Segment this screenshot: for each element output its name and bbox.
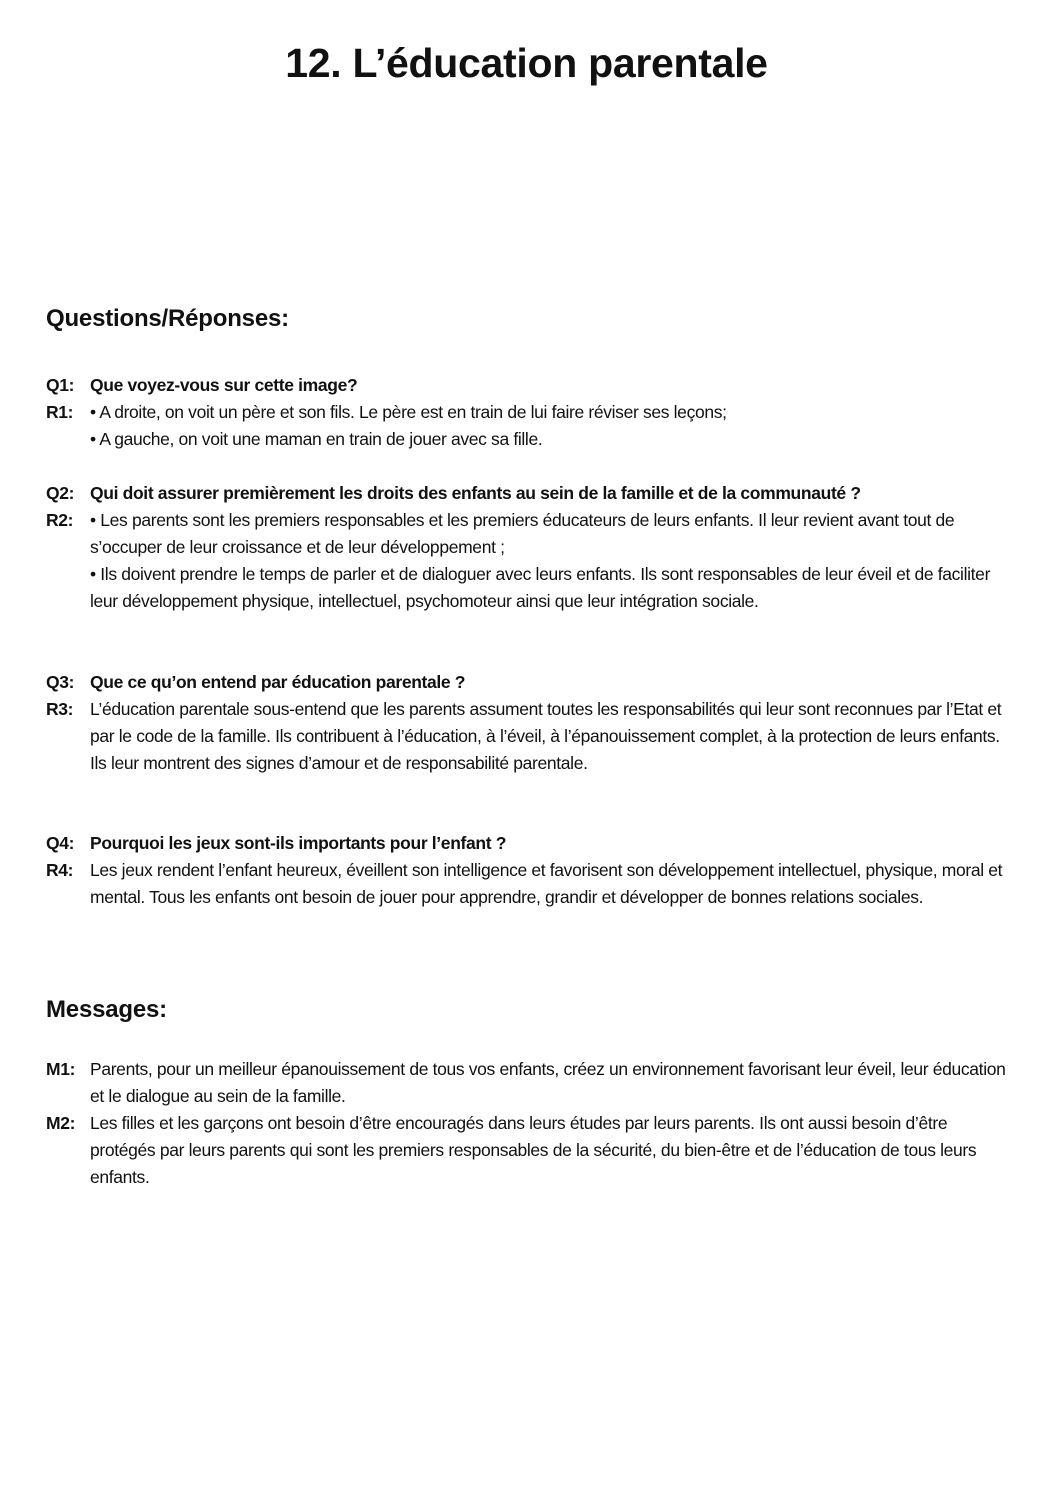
question-row bbox=[46, 372, 1016, 399]
question-text: Pourquoi les jeux sont-ils importants pour l’enfant ? bbox=[90, 833, 507, 853]
response-label: R2: bbox=[46, 510, 74, 530]
message-text: Parents, pour un meilleur épanouissement de tous vos enfants, créez un environnement favorisant leur éveil, leur éducation et le dialogue au sein de la famille. bbox=[90, 1059, 1006, 1106]
message-label: M1: bbox=[46, 1059, 76, 1079]
question-row bbox=[46, 669, 1016, 696]
message-label: M2: bbox=[46, 1113, 76, 1133]
response-bullet: • A droite, on voit un père et son fils. Le père est en train de lui faire réviser ses leçons; bbox=[90, 402, 727, 422]
response-label: R1: bbox=[46, 402, 74, 422]
question-text: Que ce qu’on entend par éducation parentale ? bbox=[90, 672, 466, 692]
response-label: R3: bbox=[46, 699, 74, 719]
question-label: Q4: bbox=[46, 833, 75, 853]
response-row bbox=[46, 399, 1016, 453]
response-bullet: • Les parents sont les premiers responsables et les premiers éducateurs de leurs enfants. Il leur revient avant tout de s’occuper de leur croissance et de leur développement ; bbox=[90, 510, 955, 557]
qa-item-4 bbox=[46, 830, 1016, 911]
response-bullet: • Ils doivent prendre le temps de parler et de dialoguer avec leurs enfants. Ils sont responsables de leur éveil et de faciliter leur développement physique, intellectuel, psychomoteur ainsi que leur intégration sociale. bbox=[90, 564, 991, 611]
message-item-1 bbox=[46, 1056, 1016, 1110]
messages-heading: Messages: bbox=[46, 996, 167, 1023]
response-text bbox=[90, 857, 1016, 911]
question-row bbox=[46, 830, 1016, 857]
messages-list bbox=[46, 1056, 1016, 1191]
question-label: Q3: bbox=[46, 672, 75, 692]
response-bullet: • A gauche, on voit une maman en train de jouer avec sa fille. bbox=[90, 429, 543, 449]
response-text bbox=[90, 507, 1016, 615]
questions-heading: Questions/Réponses: bbox=[46, 305, 289, 332]
response-row bbox=[46, 696, 1016, 777]
question-row bbox=[46, 480, 1016, 507]
response-text bbox=[90, 399, 1016, 453]
question-text: Que voyez-vous sur cette image? bbox=[90, 375, 358, 395]
response-row bbox=[46, 857, 1016, 911]
question-label: Q2: bbox=[46, 483, 75, 503]
message-text: Les filles et les garçons ont besoin d’être encouragés dans leurs études par leurs parents. Ils ont aussi besoin d’être protégés par leurs parents qui sont les premiers responsables de la sécurité, du bien-être et de l’éducation de tous leurs enfants. bbox=[90, 1113, 977, 1187]
qa-item-2 bbox=[46, 480, 1016, 615]
response-label: R4: bbox=[46, 860, 74, 880]
question-text: Qui doit assurer premièrement les droits des enfants au sein de la famille et de la communauté ? bbox=[90, 483, 861, 503]
qa-item-1 bbox=[46, 372, 1016, 453]
response-row bbox=[46, 507, 1016, 615]
response-paragraph: L’éducation parentale sous-entend que les parents assument toutes les responsabilités qui leur sont reconnues par l’Etat et par le code de la famille. Ils contribuent à l’éducation, à l’éveil, à l’épanouissement complet, à la protection de leurs enfants. Ils leur montrent des signes d’amour et de responsabilité parentale. bbox=[90, 699, 1002, 773]
response-paragraph: Les jeux rendent l’enfant heureux, éveillent son intelligence et favorisent son développement intellectuel, physique, moral et mental. Tous les enfants ont besoin de jouer pour apprendre, grandir et développer de bonnes relations sociales. bbox=[90, 860, 1003, 907]
page-title: 12. L’éducation parentale bbox=[285, 40, 768, 86]
response-text bbox=[90, 696, 1016, 777]
message-item-2 bbox=[46, 1110, 1016, 1191]
qa-item-3 bbox=[46, 669, 1016, 777]
question-label: Q1: bbox=[46, 375, 75, 395]
